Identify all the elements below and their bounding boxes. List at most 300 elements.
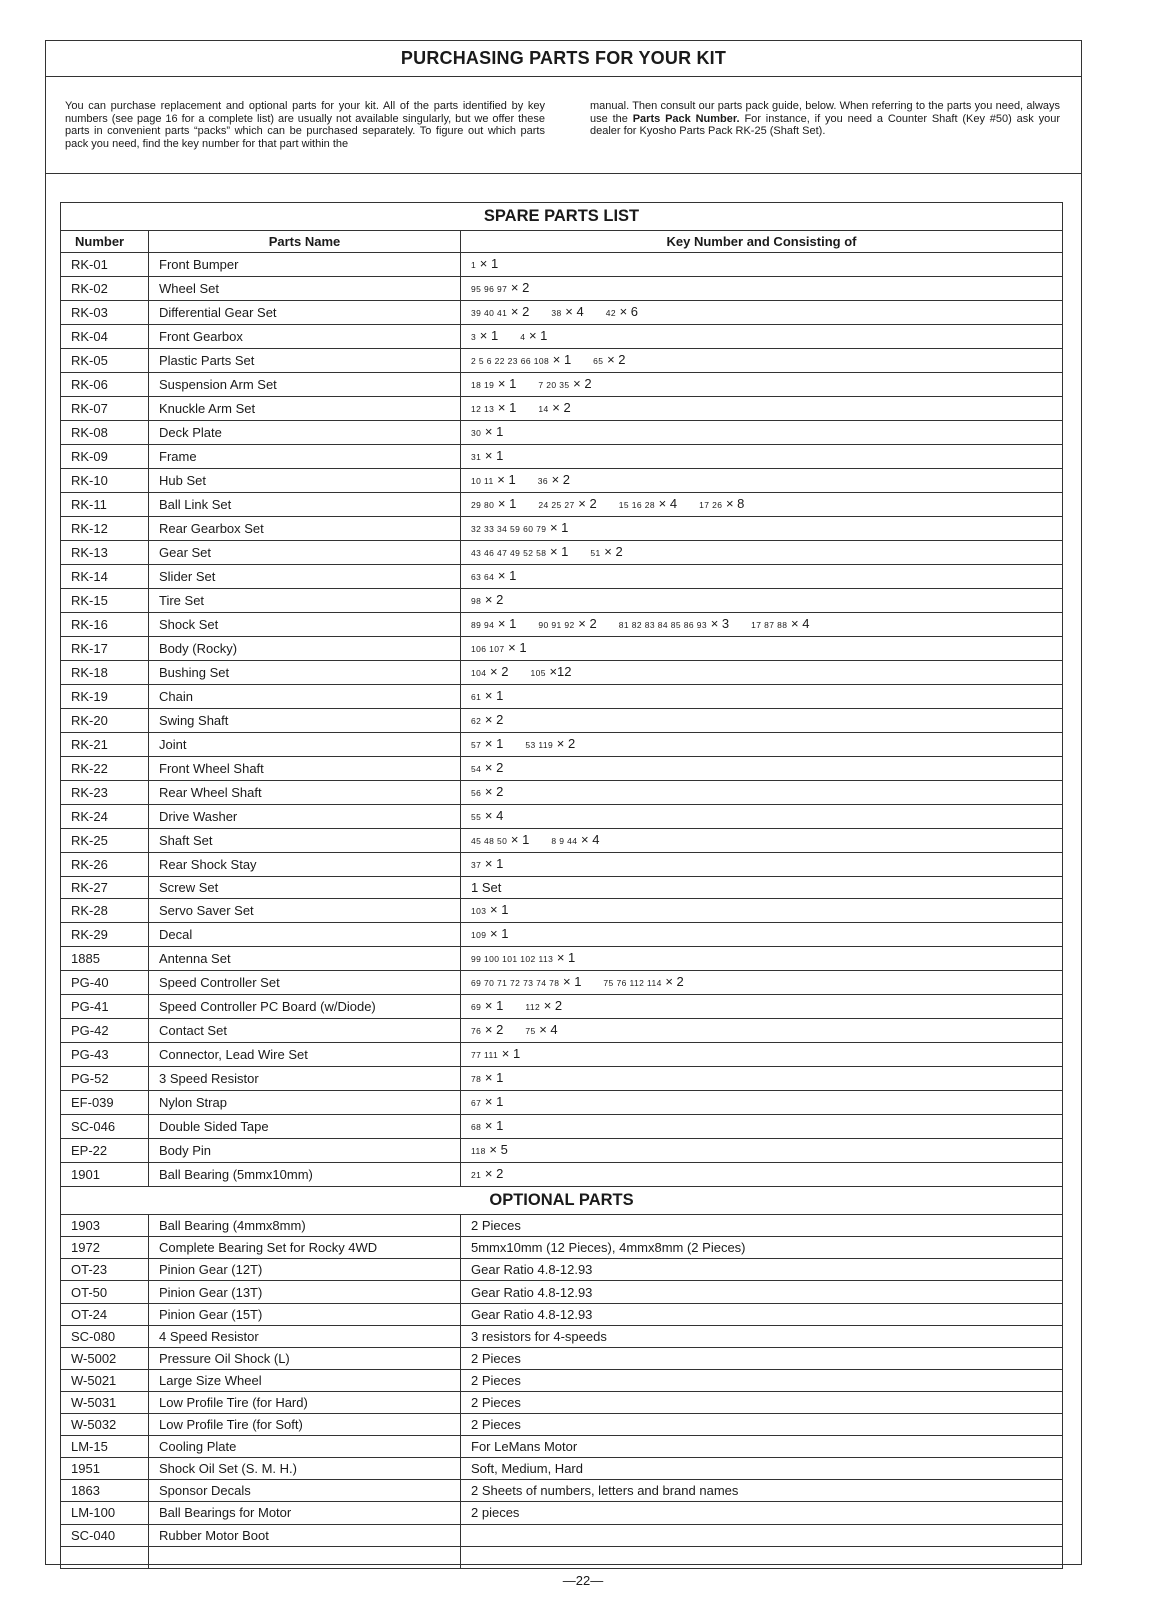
key-codes: 15 16 28 [618,500,655,511]
key-codes: 36 [537,476,548,487]
key-quantity: × 2 [484,1022,504,1038]
key-quantity: × 2 [665,974,684,990]
key-number: Gear Ratio 4.8-12.93 [461,1303,1063,1325]
key-quantity: × 1 [490,902,509,918]
key-quantity: × 2 [484,1166,504,1182]
key-quantity: × 1 [484,1118,504,1134]
key-codes: 56 [471,788,482,799]
table-row [61,1259,1063,1281]
part-number: 1951 [61,1458,149,1480]
key-codes: 8 9 44 [551,836,578,847]
part-number: LM-100 [61,1502,149,1524]
key-number [461,373,1063,397]
part-number: EP-22 [61,1139,149,1163]
empty-row [61,1546,1063,1568]
part-number: W-5021 [61,1369,149,1391]
part-name: Nylon Strap [149,1091,461,1115]
key-quantity: × 1 [484,424,504,440]
key-codes: 63 64 [471,572,495,583]
key-number [461,899,1063,923]
part-name: Frame [149,445,461,469]
key-codes: 31 [471,452,482,463]
key-quantity: × 4 [484,808,504,824]
part-number: RK-19 [61,685,149,709]
empty-cell [149,1546,461,1568]
key-quantity: × 4 [658,496,678,512]
part-name: Contact Set [149,1019,461,1043]
key-codes: 14 [538,404,549,415]
part-number: RK-20 [61,709,149,733]
part-number: RK-02 [61,277,149,301]
key-quantity: × 1 [549,544,569,560]
table-row [61,899,1063,923]
part-name: Double Sided Tape [149,1115,461,1139]
part-name: Rubber Motor Boot [149,1524,461,1546]
key-quantity: × 2 [484,784,504,800]
table-row [61,709,1063,733]
key-codes: 2 5 6 22 23 66 108 [471,356,550,367]
part-name: Cooling Plate [149,1436,461,1458]
key-quantity: × 2 [484,760,504,776]
key-codes: 65 [593,356,604,367]
key-number [461,971,1063,995]
key-codes: 4 [520,332,526,343]
key-codes: 118 [471,1146,486,1157]
part-number: RK-16 [61,613,149,637]
part-number: 1903 [61,1215,149,1237]
part-name: Ball Bearing (5mmx10mm) [149,1163,461,1187]
part-name: Deck Plate [149,421,461,445]
key-quantity: × 1 [484,1070,504,1086]
table-row [61,1043,1063,1067]
table-row [61,1281,1063,1303]
part-number: OT-23 [61,1259,149,1281]
part-number: RK-07 [61,397,149,421]
key-codes: 75 76 112 114 [603,978,662,989]
part-number: RK-23 [61,781,149,805]
key-quantity: × 2 [556,736,576,752]
key-codes: 39 40 41 [471,308,508,319]
key-quantity: × 1 [497,568,517,584]
key-quantity: × 1 [479,328,499,344]
part-name: Pressure Oil Shock (L) [149,1347,461,1369]
key-number [461,1139,1063,1163]
table-row [61,685,1063,709]
key-codes: 21 [471,1170,482,1181]
key-codes: 69 [471,1002,482,1013]
key-quantity: × 8 [725,496,745,512]
key-codes: 42 [605,308,616,319]
part-number: RK-11 [61,493,149,517]
key-quantity: × 4 [565,304,584,320]
key-codes: 17 26 [699,500,723,511]
part-name: Plastic Parts Set [149,349,461,373]
key-quantity: × 1 [497,400,517,416]
key-quantity: × 1 [484,856,504,872]
key-number [461,397,1063,421]
intro-divider [45,173,1082,174]
key-quantity: × 2 [552,400,571,416]
key-codes: 37 [471,860,482,871]
key-number: 2 Pieces [461,1369,1063,1391]
part-number: W-5031 [61,1391,149,1413]
key-quantity: × 2 [510,280,530,296]
key-quantity: × 1 [562,974,582,990]
key-codes: 7 20 35 [538,380,570,391]
part-number: SC-046 [61,1115,149,1139]
table-row [61,253,1063,277]
key-number [461,445,1063,469]
table-row [61,541,1063,565]
table-row [61,1115,1063,1139]
key-quantity: × 2 [551,472,571,488]
key-codes: 24 25 27 [538,500,575,511]
part-number: RK-27 [61,877,149,899]
key-quantity: × 6 [619,304,639,320]
key-quantity: × 2 [484,592,504,608]
key-codes: 29 80 [471,500,495,511]
part-number: SC-040 [61,1524,149,1546]
key-number [461,709,1063,733]
column-header-parts-name: Parts Name [149,231,461,253]
part-number: RK-15 [61,589,149,613]
table-row [61,923,1063,947]
key-number: 2 Pieces [461,1215,1063,1237]
key-codes: 53 119 [525,740,554,751]
table-row [61,1436,1063,1458]
key-codes: 51 [590,548,601,559]
part-number: PG-43 [61,1043,149,1067]
table-row [61,1347,1063,1369]
table-row [61,661,1063,685]
key-number: Soft, Medium, Hard [461,1458,1063,1480]
key-number: 2 pieces [461,1502,1063,1524]
part-name: Joint [149,733,461,757]
part-name: Ball Link Set [149,493,461,517]
part-name: Sponsor Decals [149,1480,461,1502]
table-row [61,517,1063,541]
key-number [461,781,1063,805]
empty-cell [461,1546,1063,1568]
key-quantity: × 1 [484,998,504,1014]
part-name: Pinion Gear (13T) [149,1281,461,1303]
table-row [61,1480,1063,1502]
spare-parts-title: SPARE PARTS LIST [61,203,1063,231]
table-row [61,1303,1063,1325]
table-row [61,1091,1063,1115]
part-number: RK-14 [61,565,149,589]
key-number: Gear Ratio 4.8-12.93 [461,1259,1063,1281]
part-name: Shock Set [149,613,461,637]
part-number: 1972 [61,1237,149,1259]
key-codes: 112 [525,1002,541,1013]
key-quantity: × 1 [497,472,516,488]
part-name: Hub Set [149,469,461,493]
part-number: RK-03 [61,301,149,325]
key-quantity: × 1 [556,950,576,966]
key-codes: 77 111 [471,1050,499,1061]
part-number: RK-21 [61,733,149,757]
part-name: Rear Gearbox Set [149,517,461,541]
part-number: RK-08 [61,421,149,445]
part-number: EF-039 [61,1091,149,1115]
key-codes: 99 100 101 102 113 [471,954,554,965]
key-codes: 109 [471,930,487,941]
column-header-number: Number [61,231,149,253]
key-number [461,1019,1063,1043]
part-number: RK-01 [61,253,149,277]
key-codes: 75 [525,1026,536,1037]
table-row [61,1215,1063,1237]
key-quantity: × 1 [510,832,530,848]
key-quantity: × 4 [791,616,810,632]
table-row [61,1067,1063,1091]
key-codes: 76 [471,1026,482,1037]
key-quantity: × 2 [510,304,530,320]
part-name: Decal [149,923,461,947]
table-row [61,349,1063,373]
part-name: Low Profile Tire (for Hard) [149,1391,461,1413]
table-row [61,373,1063,397]
table-row [61,1524,1063,1546]
key-number [461,253,1063,277]
part-name: Body Pin [149,1139,461,1163]
part-number: RK-13 [61,541,149,565]
key-quantity: × 2 [490,664,509,680]
key-number [461,805,1063,829]
key-quantity: ×12 [549,664,572,680]
key-codes: 89 94 [471,620,495,631]
table-row [61,1502,1063,1524]
key-codes: 54 [471,764,482,775]
part-name: Pinion Gear (15T) [149,1303,461,1325]
key-quantity: × 1 [528,328,548,344]
key-number [461,301,1063,325]
key-number [461,829,1063,853]
table-row [61,469,1063,493]
key-codes: 67 [471,1098,482,1109]
part-number: RK-29 [61,923,149,947]
part-number: RK-10 [61,469,149,493]
part-number: 1901 [61,1163,149,1187]
part-name: Shock Oil Set (S. M. H.) [149,1458,461,1480]
key-quantity: × 2 [578,496,597,512]
key-quantity: × 2 [604,544,623,560]
part-name: Screw Set [149,877,461,899]
key-number: 3 resistors for 4-speeds [461,1325,1063,1347]
key-codes: 3 [471,332,477,343]
table-row [61,733,1063,757]
part-number: RK-06 [61,373,149,397]
table-row [61,853,1063,877]
part-name: Slider Set [149,565,461,589]
key-codes: 10 11 [471,476,494,487]
key-quantity: × 2 [573,376,592,392]
key-number [461,853,1063,877]
key-codes: 1 [471,260,477,271]
part-name: Ball Bearing (4mmx8mm) [149,1215,461,1237]
key-number [461,421,1063,445]
key-quantity: × 2 [578,616,597,632]
part-name: Differential Gear Set [149,301,461,325]
part-number: OT-50 [61,1281,149,1303]
key-codes: 38 [551,308,562,319]
part-number: PG-41 [61,995,149,1019]
part-name: Suspension Arm Set [149,373,461,397]
part-name: Complete Bearing Set for Rocky 4WD [149,1237,461,1259]
key-codes: 62 [471,716,482,727]
table-row [61,1163,1063,1187]
table-row [61,877,1063,899]
page-title: PURCHASING PARTS FOR YOUR KIT [45,40,1082,77]
key-quantity: × 1 [484,1094,504,1110]
key-number [461,923,1063,947]
key-codes: 69 70 71 72 73 74 78 [471,978,560,989]
table-row [61,277,1063,301]
part-number: SC-080 [61,1325,149,1347]
key-codes: 45 48 50 [471,836,508,847]
key-number [461,1091,1063,1115]
part-name: Rear Shock Stay [149,853,461,877]
table-row [61,325,1063,349]
key-codes: 30 [471,428,482,439]
key-number: For LeMans Motor [461,1436,1063,1458]
part-name: Speed Controller Set [149,971,461,995]
part-number: W-5002 [61,1347,149,1369]
key-codes: 55 [471,812,482,823]
key-quantity: × 2 [484,712,504,728]
key-quantity: × 4 [581,832,600,848]
key-number [461,1524,1063,1546]
key-number [461,493,1063,517]
key-quantity: 1 Set [471,880,502,896]
table-row [61,565,1063,589]
key-codes: 103 [471,906,487,917]
part-number: OT-24 [61,1303,149,1325]
key-number [461,349,1063,373]
part-number: 1863 [61,1480,149,1502]
part-number: RK-17 [61,637,149,661]
intro-paragraph-right: manual. Then consult our parts pack guide, below. When referring to the parts you need, always use the Parts Pack Number. For instance, if you need a Counter Shaft (Key #50) ask your dealer for Kyosho Parts Pack RK-25 (Shaft Set). [590,100,1061,138]
table-row [61,805,1063,829]
key-number [461,613,1063,637]
key-number [461,877,1063,899]
part-number: RK-22 [61,757,149,781]
key-quantity: × 1 [501,1046,521,1062]
key-number [461,1115,1063,1139]
table-row [61,589,1063,613]
table-row [61,781,1063,805]
part-number: RK-12 [61,517,149,541]
key-number [461,733,1063,757]
table-row [61,1414,1063,1436]
part-name: Connector, Lead Wire Set [149,1043,461,1067]
key-quantity: × 1 [552,352,572,368]
key-codes: 32 33 34 59 60 79 [471,524,547,535]
table-row [61,421,1063,445]
column-header-key-number: Key Number and Consisting of [461,231,1063,253]
key-quantity: × 1 [549,520,569,536]
part-name: Drive Washer [149,805,461,829]
key-quantity: × 3 [710,616,730,632]
key-quantity: × 1 [490,926,509,942]
key-codes: 18 19 [471,380,495,391]
part-name: Pinion Gear (12T) [149,1259,461,1281]
part-name: Gear Set [149,541,461,565]
part-name: Shaft Set [149,829,461,853]
key-number: 5mmx10mm (12 Pieces), 4mmx8mm (2 Pieces) [461,1237,1063,1259]
part-name: Front Bumper [149,253,461,277]
table-row [61,1369,1063,1391]
key-codes: 106 107 [471,644,505,655]
part-number: RK-09 [61,445,149,469]
key-number [461,1067,1063,1091]
key-codes: 61 [471,692,482,703]
key-number [461,637,1063,661]
part-number: RK-18 [61,661,149,685]
key-number: 2 Pieces [461,1391,1063,1413]
key-codes: 57 [471,740,482,751]
key-quantity: × 5 [489,1142,508,1158]
key-codes: 68 [471,1122,482,1133]
key-codes: 12 13 [471,404,495,415]
part-name: Antenna Set [149,947,461,971]
table-row [61,995,1063,1019]
key-number: 2 Pieces [461,1347,1063,1369]
key-quantity: × 4 [539,1022,558,1038]
part-number: LM-15 [61,1436,149,1458]
key-quantity: × 1 [484,736,504,752]
key-number [461,947,1063,971]
key-codes: 95 96 97 [471,284,508,295]
table-row [61,829,1063,853]
key-quantity: × 1 [497,616,517,632]
key-quantity: × 1 [497,496,517,512]
part-name: Tire Set [149,589,461,613]
key-quantity: × 1 [484,688,504,704]
table-row [61,1139,1063,1163]
key-number [461,277,1063,301]
key-quantity: × 2 [607,352,626,368]
key-number: Gear Ratio 4.8-12.93 [461,1281,1063,1303]
intro-paragraph-left: You can purchase replacement and optional parts for your kit. All of the parts identified by key numbers (see page 16 for a complete list) are usually not available singularly, but we offer these parts in convenient parts “packs” which can be purchased separately. To figure out which parts pack you need, find the key number for that part within the [65,100,545,150]
table-row [61,971,1063,995]
part-name: Servo Saver Set [149,899,461,923]
table-row [61,637,1063,661]
key-quantity: × 1 [508,640,527,656]
key-number [461,995,1063,1019]
table-row [61,397,1063,421]
part-number: PG-42 [61,1019,149,1043]
table-row [61,301,1063,325]
key-quantity: × 1 [497,376,517,392]
part-name: Swing Shaft [149,709,461,733]
part-name: Rear Wheel Shaft [149,781,461,805]
table-row [61,757,1063,781]
spare-parts-table [60,202,1063,1569]
table-row [61,613,1063,637]
part-name: Ball Bearings for Motor [149,1502,461,1524]
key-number [461,517,1063,541]
key-number [461,757,1063,781]
part-name: Body (Rocky) [149,637,461,661]
key-number [461,541,1063,565]
key-codes: 81 82 83 84 85 86 93 [618,620,708,631]
part-name: Knuckle Arm Set [149,397,461,421]
key-quantity: × 1 [479,256,499,272]
part-name: 4 Speed Resistor [149,1325,461,1347]
key-number: 2 Sheets of numbers, letters and brand names [461,1480,1063,1502]
